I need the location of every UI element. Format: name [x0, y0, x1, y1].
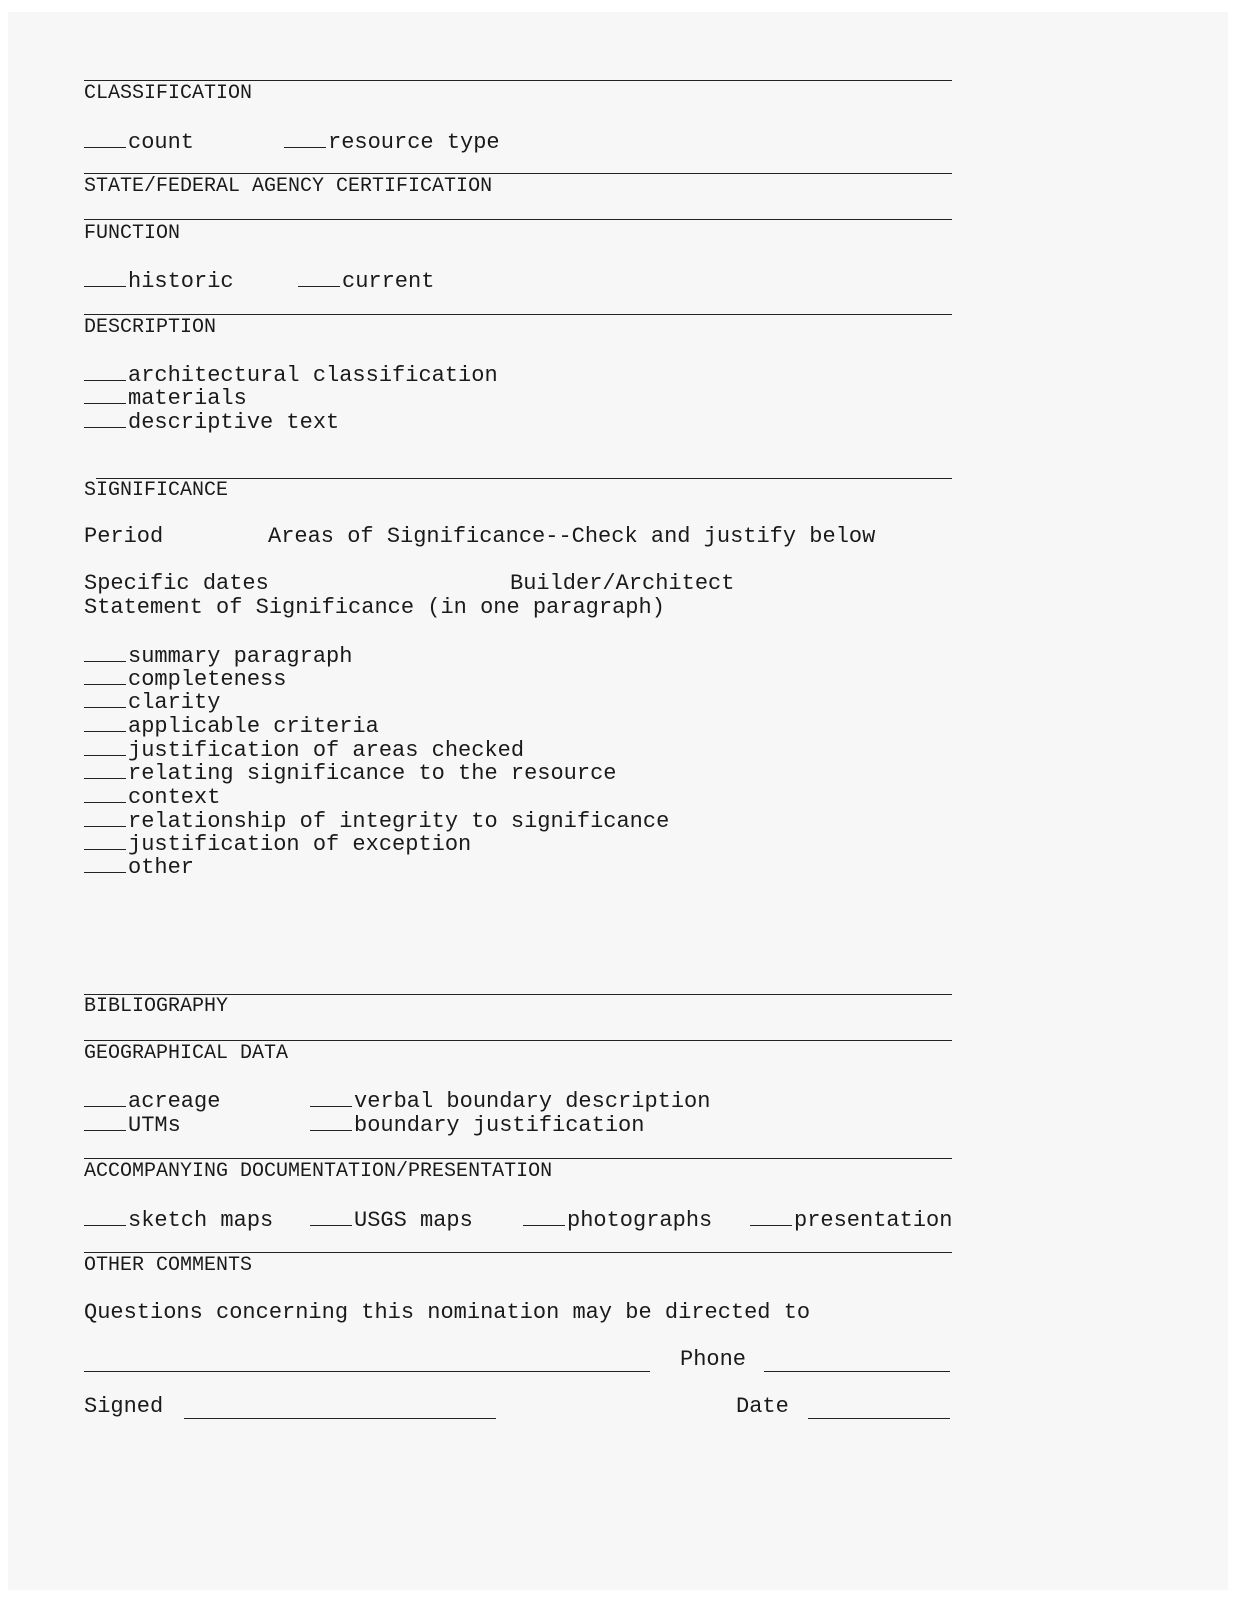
check-blank[interactable]	[84, 1088, 126, 1107]
check-blank[interactable]	[84, 689, 126, 708]
checklist-item-materials[interactable]: materials	[84, 385, 247, 411]
check-blank[interactable]	[84, 1112, 126, 1131]
check-blank[interactable]	[310, 1112, 352, 1131]
check-blank[interactable]	[84, 784, 126, 803]
check-blank[interactable]	[310, 1207, 352, 1226]
section-rule	[84, 80, 952, 81]
statement-label: Statement of Significance (in one paragraph)	[84, 595, 665, 620]
check-blank[interactable]	[84, 362, 126, 381]
check-blank[interactable]	[310, 1088, 352, 1107]
check-blank[interactable]	[84, 760, 126, 779]
section-rule	[84, 1158, 952, 1159]
checklist-item-acreage[interactable]: acreage	[84, 1088, 220, 1114]
checklist-item-descriptive-text[interactable]: descriptive text	[84, 409, 339, 435]
areas-of-significance-label: Areas of Significance--Check and justify below	[268, 524, 876, 549]
check-blank[interactable]	[750, 1207, 792, 1226]
classification-heading: CLASSIFICATION	[84, 82, 253, 105]
check-blank[interactable]	[84, 854, 126, 873]
function-heading: FUNCTION	[84, 222, 181, 245]
checklist-item-context[interactable]: context	[84, 784, 220, 810]
period-label: Period	[84, 524, 164, 549]
checklist-item-other[interactable]: other	[84, 854, 194, 880]
checklist-item-sketch-maps[interactable]: sketch maps	[84, 1207, 273, 1233]
section-rule	[84, 173, 952, 174]
builder-architect-label: Builder/Architect	[510, 571, 735, 596]
checklist-item-usgs-maps[interactable]: USGS maps	[310, 1207, 473, 1233]
checklist-item-utms[interactable]: UTMs	[84, 1112, 181, 1138]
checklist-item-current[interactable]: current	[298, 268, 434, 294]
check-blank[interactable]	[84, 268, 126, 287]
checklist-item-count[interactable]: count	[84, 129, 194, 155]
bibliography-heading: BIBLIOGRAPHY	[84, 995, 229, 1018]
check-blank[interactable]	[284, 129, 326, 148]
checklist-item-photographs[interactable]: photographs	[523, 1207, 712, 1233]
significance-heading: SIGNIFICANCE	[84, 479, 229, 502]
checklist-item-clarity[interactable]: clarity	[84, 689, 220, 715]
check-blank[interactable]	[84, 737, 126, 756]
check-blank[interactable]	[84, 385, 126, 404]
check-blank[interactable]	[84, 713, 126, 732]
checklist-item-boundary-justification[interactable]: boundary justification	[310, 1112, 644, 1138]
checklist-item-historic[interactable]: historic	[84, 268, 234, 294]
check-blank[interactable]	[84, 808, 126, 827]
checklist-item-justification-exception[interactable]: justification of exception	[84, 831, 471, 857]
signed-label: Signed	[84, 1394, 164, 1419]
section-rule	[84, 1040, 952, 1041]
checklist-item-resource-type[interactable]: resource type	[284, 129, 500, 155]
certification-heading: STATE/FEDERAL AGENCY CERTIFICATION	[84, 175, 493, 198]
documentation-heading: ACCOMPANYING DOCUMENTATION/PRESENTATION	[84, 1160, 553, 1183]
section-rule	[84, 219, 952, 220]
check-blank[interactable]	[84, 129, 126, 148]
geographical-heading: GEOGRAPHICAL DATA	[84, 1042, 289, 1065]
section-rule	[84, 314, 952, 315]
checklist-item-completeness[interactable]: completeness	[84, 666, 286, 692]
checklist-item-relating-significance[interactable]: relating significance to the resource	[84, 760, 616, 786]
checklist-item-integrity[interactable]: relationship of integrity to significance	[84, 808, 669, 834]
phone-line[interactable]	[764, 1371, 950, 1372]
specific-dates-label: Specific dates	[84, 571, 269, 596]
check-blank[interactable]	[523, 1207, 565, 1226]
contact-name-line[interactable]	[84, 1371, 650, 1372]
checklist-item-applicable-criteria[interactable]: applicable criteria	[84, 713, 379, 739]
checklist-item-summary-paragraph[interactable]: summary paragraph	[84, 643, 352, 669]
checklist-item-verbal-boundary[interactable]: verbal boundary description	[310, 1088, 710, 1114]
date-label: Date	[736, 1394, 789, 1419]
signature-line[interactable]	[184, 1418, 496, 1419]
questions-text: Questions concerning this nomination may be directed to	[84, 1300, 811, 1325]
checklist-item-architectural-classification[interactable]: architectural classification	[84, 362, 498, 388]
checklist-item-presentation[interactable]: presentation	[750, 1207, 952, 1233]
form-sheet	[8, 12, 1228, 1590]
date-line[interactable]	[808, 1418, 950, 1419]
checklist-item-justification-areas[interactable]: justification of areas checked	[84, 737, 524, 763]
description-heading: DESCRIPTION	[84, 316, 217, 339]
check-blank[interactable]	[84, 643, 126, 662]
check-blank[interactable]	[84, 409, 126, 428]
check-blank[interactable]	[84, 831, 126, 850]
check-blank[interactable]	[84, 666, 126, 685]
section-rule	[84, 1252, 952, 1253]
check-blank[interactable]	[84, 1207, 126, 1226]
phone-label: Phone	[680, 1347, 747, 1372]
comments-heading: OTHER COMMENTS	[84, 1254, 253, 1277]
check-blank[interactable]	[298, 268, 340, 287]
